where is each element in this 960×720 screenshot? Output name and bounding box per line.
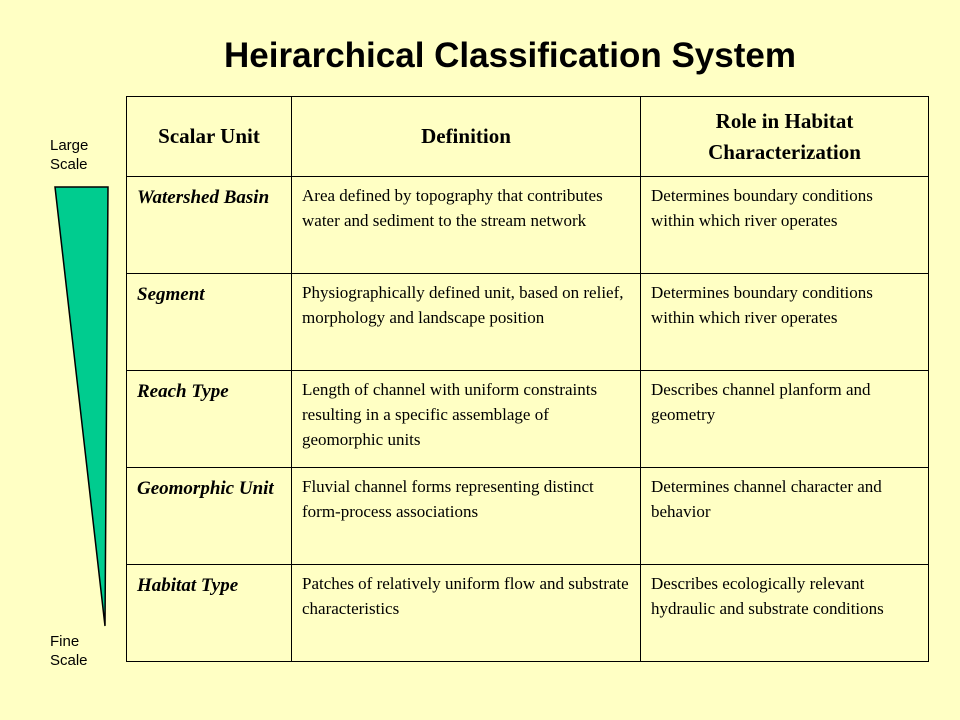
fine-scale-label: Fine Scale [50,633,88,669]
role-cell: Describes channel planform and geometry [641,371,929,468]
definition-cell: Physiographically defined unit, based on relief, morphology and landscape position [292,274,641,371]
unit-cell: Habitat Type [127,565,292,662]
header-scalar-unit: Scalar Unit [127,97,292,177]
unit-cell: Geomorphic Unit [127,468,292,565]
table-row-habitat-type [127,565,929,662]
definition-cell: Fluvial channel forms representing distinct form-process associations [292,468,641,565]
definition-cell: Patches of relatively uniform flow and substrate characteristics [292,565,641,662]
large-scale-label: Large Scale [50,137,89,173]
unit-cell: Watershed Basin [127,177,292,274]
definition-cell: Area defined by topography that contributes water and sediment to the stream network [292,177,641,274]
role-cell: Determines boundary conditions within which river operates [641,274,929,371]
table-row-reach-type [127,371,929,468]
classification-table [126,96,929,662]
table-row-geomorphic-unit [127,468,929,565]
role-cell: Determines channel character and behavior [641,468,929,565]
role-cell: Describes ecologically relevant hydraulic and substrate conditions [641,565,929,662]
unit-cell: Reach Type [127,371,292,468]
role-cell: Determines boundary conditions within which river operates [641,177,929,274]
table-row-watershed-basin [127,177,929,274]
scale-wedge-shape [55,187,108,626]
header-definition: Definition [292,97,641,177]
table-header-row [127,97,929,177]
definition-cell: Length of channel with uniform constraints resulting in a specific assemblage of geomorphic units [292,371,641,468]
table-row-segment [127,274,929,371]
header-role: Role in Habitat Characterization [641,97,929,177]
scale-wedge-icon [54,186,110,628]
slide-title: Heirarchical Classification System [224,36,796,75]
unit-cell: Segment [127,274,292,371]
